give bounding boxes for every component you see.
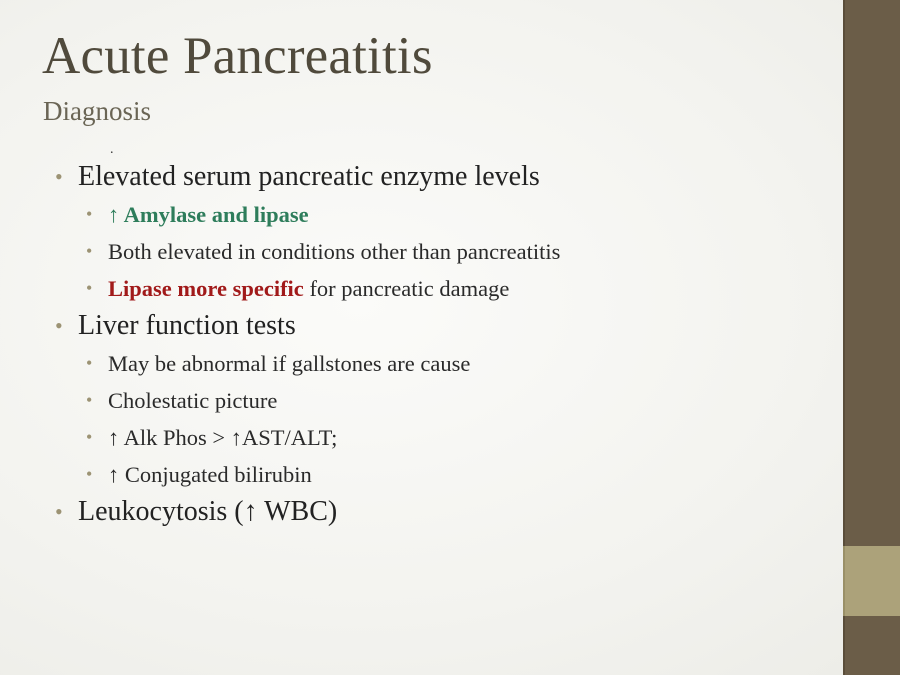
sub-bullet-text: for pancreatic damage xyxy=(303,276,510,301)
bullet-dot-icon: • xyxy=(55,499,63,524)
slide-title: Acute Pancreatitis xyxy=(42,27,433,85)
sub-bullet-bilirubin xyxy=(0,456,800,493)
sub-bullet-emphasis: Lipase more specific xyxy=(108,276,304,301)
bullet-list xyxy=(0,158,800,531)
sub-bullet-lipase-specific xyxy=(0,270,800,307)
sub-bullet-gallstones xyxy=(0,345,800,382)
sub-bullet-amylase-lipase xyxy=(0,196,800,233)
bullet-liver-function xyxy=(0,307,800,345)
bullet-dot-icon: • xyxy=(86,278,93,298)
sub-bullet-text: ↑ Alk Phos > ↑AST/ALT; xyxy=(108,425,338,450)
stray-mark: . xyxy=(110,142,114,157)
sub-bullet-text: May be abnormal if gallstones are cause xyxy=(108,351,471,376)
bullet-dot-icon: • xyxy=(55,313,63,338)
slide-subtitle: Diagnosis xyxy=(43,96,151,126)
bullet-dot-icon: • xyxy=(86,427,93,447)
sub-bullet-text: ↑ Conjugated bilirubin xyxy=(108,462,312,487)
sub-bullet-text: Cholestatic picture xyxy=(108,388,278,413)
sub-bullet-both-elevated xyxy=(0,233,800,270)
bullet-leukocytosis xyxy=(0,493,800,531)
sub-bullet-alk-phos xyxy=(0,419,800,456)
bullet-enzyme-levels xyxy=(0,158,800,196)
sub-bullet-text: ↑ Amylase and lipase xyxy=(108,202,309,227)
bullet-dot-icon: • xyxy=(86,204,93,224)
bullet-dot-icon: • xyxy=(86,241,93,261)
bullet-text: Elevated serum pancreatic enzyme levels xyxy=(78,161,540,192)
side-decoration-accent xyxy=(843,546,900,616)
bullet-dot-icon: • xyxy=(86,390,93,410)
bullet-dot-icon: • xyxy=(86,353,93,373)
bullet-dot-icon: • xyxy=(55,164,63,189)
bullet-text: Liver function tests xyxy=(78,310,296,341)
sub-bullet-text: Both elevated in conditions other than pancreatitis xyxy=(108,239,561,264)
bullet-dot-icon: • xyxy=(86,464,93,484)
bullet-text: Leukocytosis (↑ WBC) xyxy=(78,496,338,527)
sub-bullet-cholestatic xyxy=(0,382,800,419)
